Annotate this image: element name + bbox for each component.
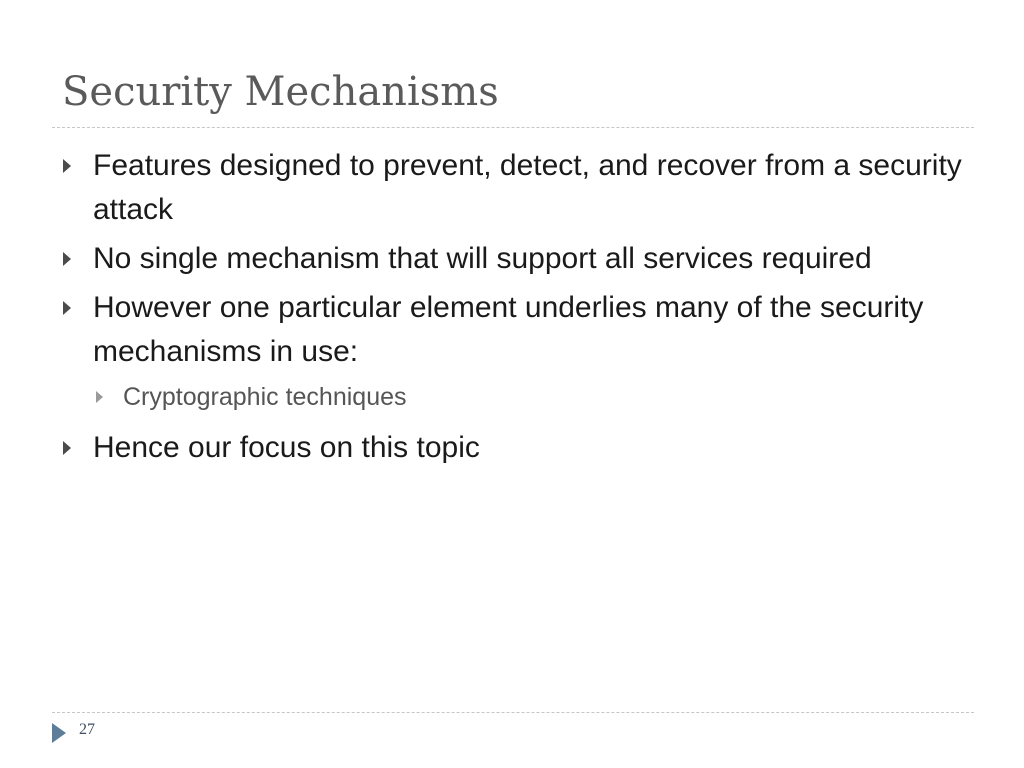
sub-bullet-triangle-icon <box>96 391 103 403</box>
bullet-triangle-icon <box>63 441 71 455</box>
bullet-item <box>60 286 970 374</box>
bullet-triangle-icon <box>63 301 71 315</box>
bullet-text: No single mechanism that will support all services required <box>93 242 872 275</box>
sub-bullet-text: Cryptographic techniques <box>123 383 407 411</box>
bullet-triangle-icon <box>63 252 71 266</box>
bullet-list <box>60 144 970 475</box>
page-number: 27 <box>79 721 95 738</box>
bullet-text: Features designed to prevent, detect, and recover from a security attack <box>93 149 962 226</box>
bullet-item <box>60 426 970 470</box>
title-divider <box>52 127 974 128</box>
bullet-item <box>60 237 970 281</box>
bullet-text: However one particular element underlies many of the security mechanisms in use: <box>93 291 924 368</box>
bullet-triangle-icon <box>63 159 71 173</box>
slide-title: Security Mechanisms <box>62 69 499 115</box>
footer-triangle-icon <box>52 723 66 743</box>
sub-bullet-item <box>60 379 970 415</box>
bullet-text: Hence our focus on this topic <box>93 431 480 464</box>
footer-divider <box>52 712 974 713</box>
bullet-item <box>60 144 970 232</box>
